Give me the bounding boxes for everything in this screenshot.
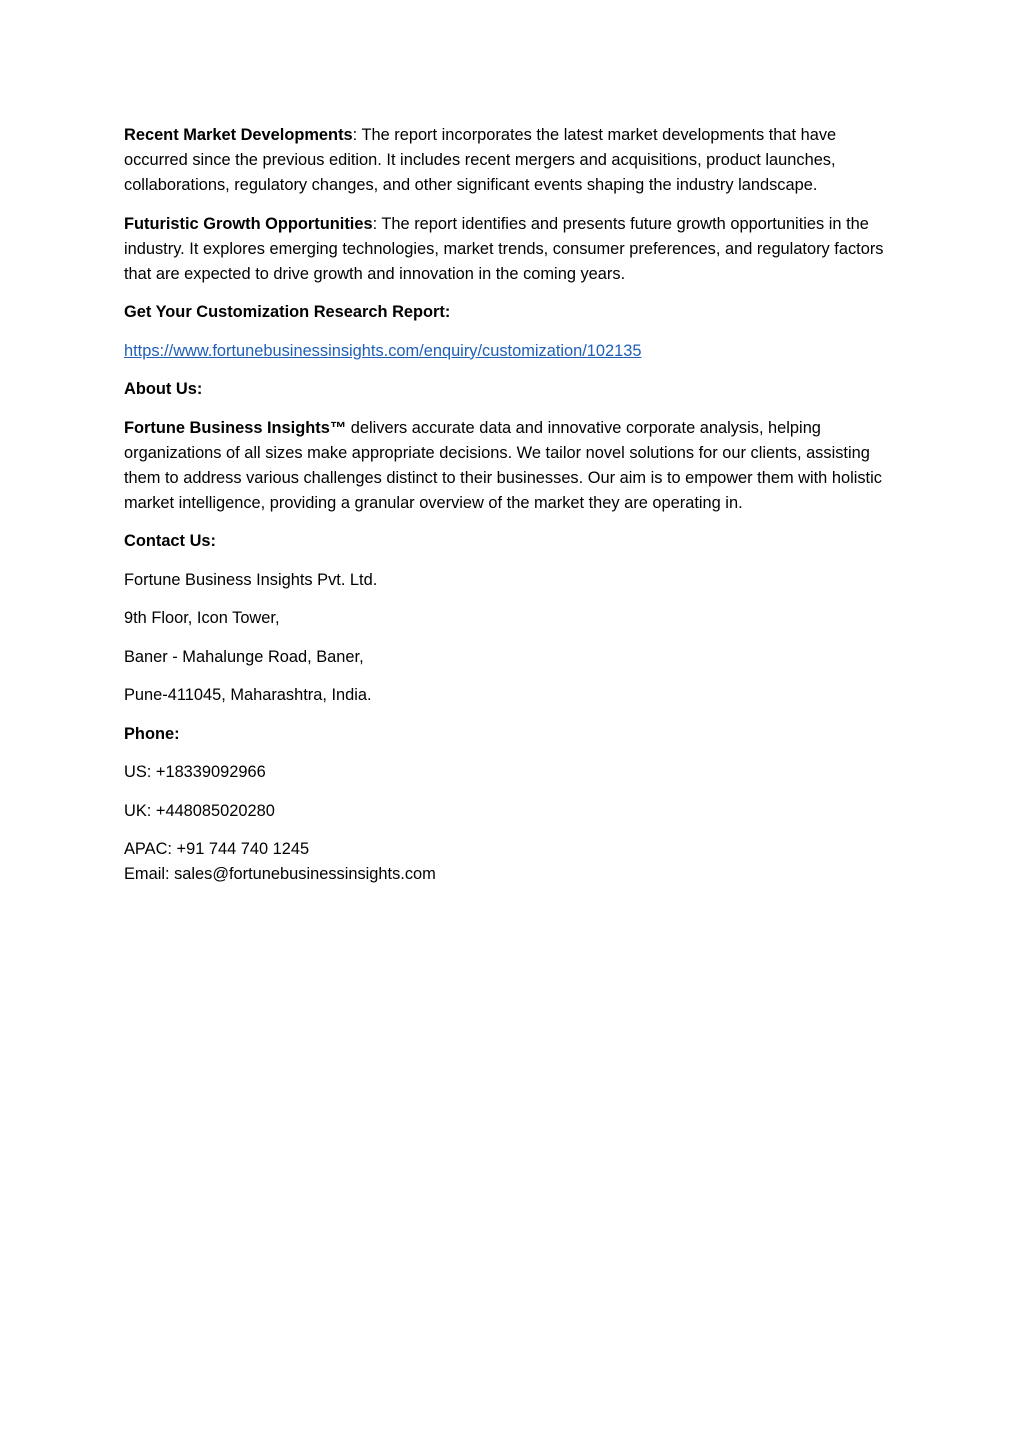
contact-line-city: Pune-411045, Maharashtra, India.	[124, 686, 372, 704]
phone-uk: UK: +448085020280	[124, 801, 275, 820]
about-us-paragraph	[124, 416, 894, 516]
recent-developments-paragraph	[124, 123, 894, 198]
recent-developments-text: : The report incorporates the latest market developments that have occurred since the previous edition. It includes recent mergers and acquisitions, product launches, collaborations, regulatory changes, and other significant events shaping the industry landscape.	[124, 126, 837, 194]
customization-heading: Get Your Customization Research Report:	[124, 303, 451, 321]
phone-apac: APAC: +91 744 740 1245	[124, 840, 310, 858]
contact-line-road: Baner - Mahalunge Road, Baner,	[124, 647, 364, 666]
document-page	[124, 123, 894, 901]
futuristic-growth-paragraph	[124, 212, 894, 287]
company-name: Fortune Business Insights™	[124, 418, 347, 437]
contact-line-floor: 9th Floor, Icon Tower,	[124, 609, 280, 627]
phone-us: US: +18339092966	[124, 763, 266, 781]
contact-line-company: Fortune Business Insights Pvt. Ltd.	[124, 570, 378, 589]
contact-email: Email: sales@fortunebusinessinsights.com	[124, 865, 436, 883]
futuristic-growth-text: : The report identifies and presents future growth opportunities in the industry. It explores emerging technologies, market trends, consumer preferences, and regulatory factors that are expected to drive growth and innovation in the coming years.	[124, 214, 884, 283]
futuristic-growth-heading: Futuristic Growth Opportunities	[124, 214, 373, 233]
about-us-heading: About Us:	[124, 380, 203, 398]
about-us-text: delivers accurate data and innovative corporate analysis, helping organizations of all sizes make appropriate decisions. We tailor novel solutions for our clients, assisting them to address various challenges distinct to their businesses. Our aim is to empower them with holistic market intelligence, providing a granular overview of the market they are operating in.	[124, 418, 882, 512]
customization-link-paragraph	[124, 339, 894, 364]
contact-us-heading: Contact Us:	[124, 532, 216, 550]
phone-heading: Phone:	[124, 724, 180, 743]
recent-developments-heading: Recent Market Developments	[124, 126, 353, 144]
customization-link[interactable]: https://www.fortunebusinessinsights.com/enquiry/customization/102135	[124, 341, 642, 360]
